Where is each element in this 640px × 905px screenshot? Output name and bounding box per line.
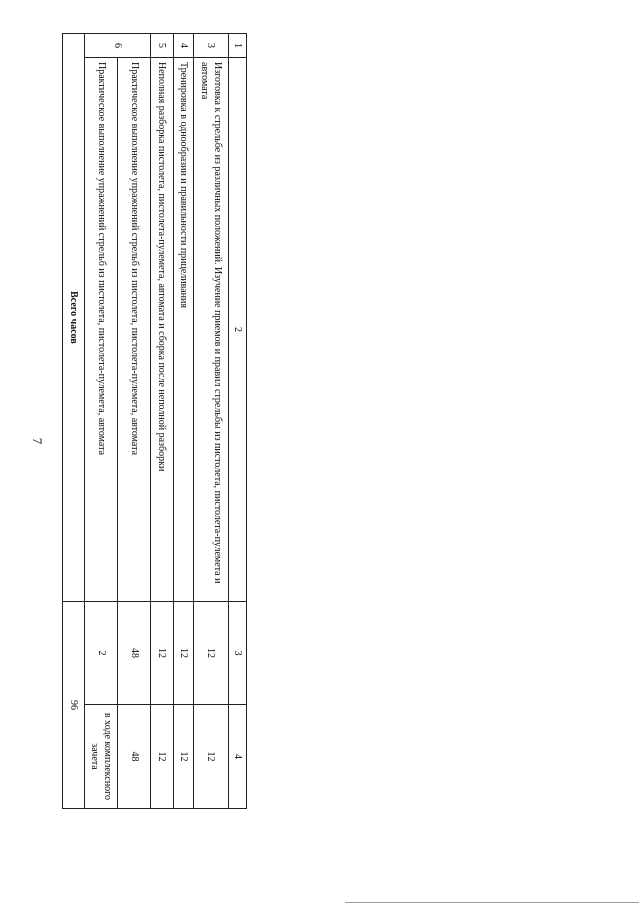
total-row <box>63 34 85 809</box>
table-row <box>118 34 151 809</box>
row-number: 4 <box>173 34 193 58</box>
row-hours-col4: 12 <box>151 705 173 809</box>
row-hours-col4: в ходе комплексного зачета <box>85 705 118 809</box>
row-number: 5 <box>151 34 173 58</box>
row-hours-col4: 12 <box>173 705 193 809</box>
rotated-table-frame <box>62 33 247 808</box>
row-hours-col4: 48 <box>118 705 151 809</box>
row-topic: Неполная разборка пистолета, пистолета-пулемета, автомата и сборка после неполной разборки <box>151 58 173 602</box>
table-row <box>85 34 118 809</box>
row-topic: Тренировка в однообразии и правильности прицеливания <box>173 58 193 602</box>
table-row <box>173 34 193 809</box>
row-topic: Изготовка к стрельбе из различных положений. Изучение приемов и правил стрельбы из пистолета, пистолета-пулемета и автомата <box>193 58 228 602</box>
hours-table-container <box>62 33 247 808</box>
header-cell-2: 2 <box>228 58 246 602</box>
row-topic: Практическое выполнение упражнений стрельб из пистолета, пистолета-пулемета, автомата <box>85 58 118 602</box>
row-hours-col3: 12 <box>193 602 228 705</box>
row-hours-col3: 12 <box>173 602 193 705</box>
header-cell-3: 3 <box>228 602 246 705</box>
header-cell-4: 4 <box>228 705 246 809</box>
row-number: 6 <box>85 34 151 58</box>
table-header-row <box>228 34 246 809</box>
row-topic: Практическое выполнение упражнений стрельб из пистолета, пистолета-пулемета, автомата <box>118 58 151 602</box>
row-hours-col3: 12 <box>151 602 173 705</box>
row-hours-col4: 12 <box>193 705 228 809</box>
total-label: Всего часов <box>63 34 85 602</box>
header-cell-1: 1 <box>228 34 246 58</box>
row-hours-col3: 2 <box>85 602 118 705</box>
page-number: 7 <box>30 437 45 445</box>
total-value: 96 <box>63 602 85 809</box>
row-hours-col3: 48 <box>118 602 151 705</box>
scan-edge-line <box>345 902 639 903</box>
row-number: 3 <box>193 34 228 58</box>
table-row <box>193 34 228 809</box>
table-row <box>151 34 173 809</box>
hours-table <box>62 33 247 809</box>
